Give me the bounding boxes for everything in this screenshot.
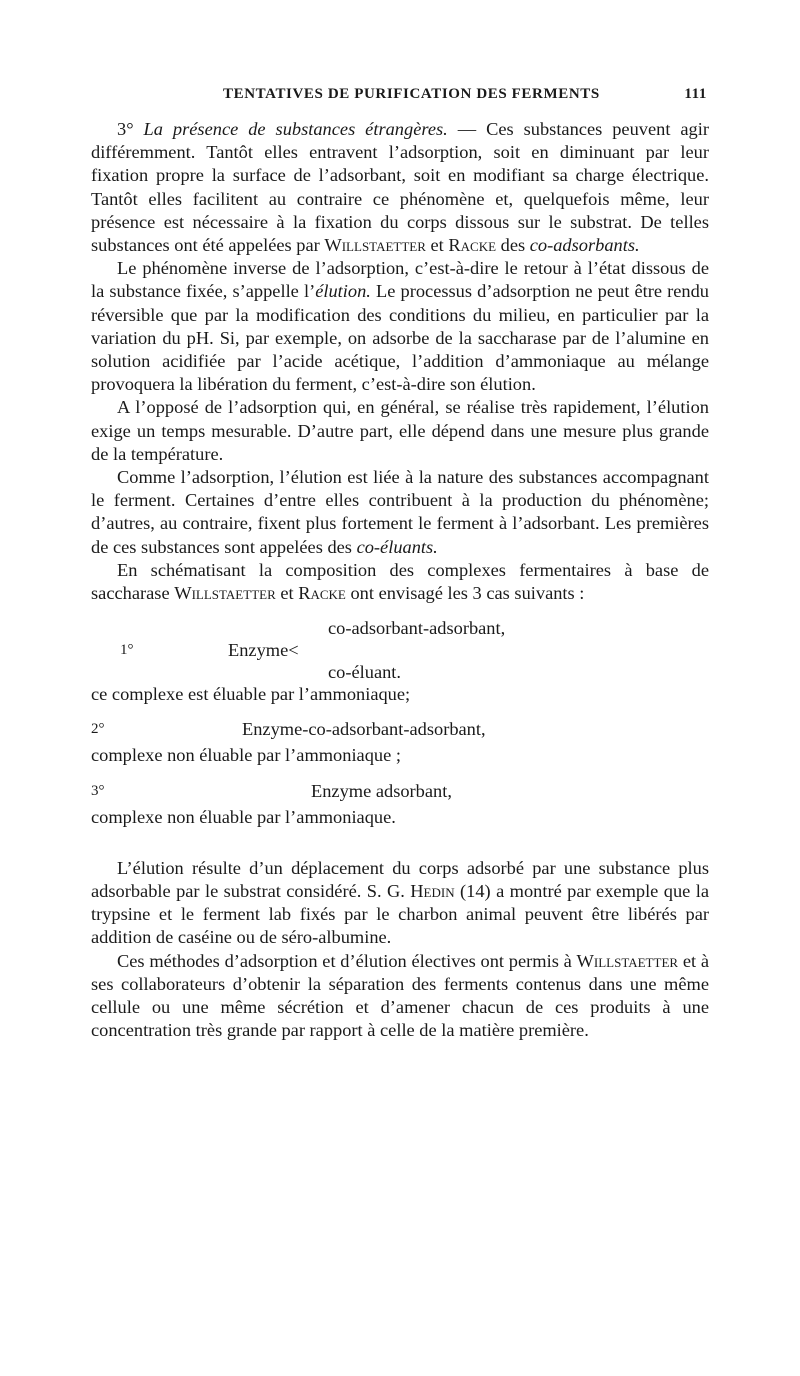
case-3-formula <box>91 780 709 806</box>
paragraph-text: Ces méthodes d’adsorption et d’élution électives ont permis à <box>117 950 577 971</box>
paragraph-text: Comme l’adsorption, l’élution est liée à la nature des substances accompagnant le ferment. Certaines d’entre elles contribuent à la production du phénomène; d’autres, au contraire, fixent plus fortement le ferment à l’adsorbant. Les premières de ces substances sont appelées des <box>91 467 709 557</box>
header-title: TENTATIVES DE PURIFICATION DES FERMENTS <box>223 86 600 102</box>
author-name: Hedin <box>410 881 455 902</box>
paragraph-text: et <box>275 583 299 604</box>
term: co-éluants. <box>356 536 438 557</box>
paragraph-4 <box>91 466 709 559</box>
author-name: Racke <box>448 235 497 256</box>
formula-text: Enzyme adsorbant, <box>311 780 452 801</box>
paragraph-text: L’élution résulte d’un déplacement du corps adsorbé par une substance plus adsorbable par le substrat considéré. S. G. <box>91 857 709 902</box>
paragraph-text: Le phénomène inverse de l’adsorption, c’est-à-dire le retour à l’état dissous de la substance fixée, s’appelle l’ <box>91 258 709 302</box>
paragraph-text: (14) a montré par exemple que la trypsine et le ferment lab fixés par le charbon animal peuvent être libérés par addition de caséine ou de séro-albumine. <box>91 881 709 948</box>
paragraph-6 <box>91 857 709 950</box>
enzyme-label: Enzyme< <box>228 640 299 661</box>
page-body <box>91 118 709 1043</box>
author-name: Racke <box>298 583 346 604</box>
running-header <box>91 86 707 110</box>
author-name: Willstaetter <box>324 235 426 256</box>
case-number: 2° <box>91 721 105 738</box>
paragraph-7 <box>91 950 709 1043</box>
branch-top: co-adsorbant-adsorbant, <box>328 618 506 639</box>
case-2-note: complexe non éluable par l’ammoniaque ; <box>91 745 401 766</box>
formula-text: Enzyme-co-adsorbant-adsorbant, <box>242 719 486 740</box>
paragraph-text: Le processus d’adsorption ne peut être rendu réversible que par la modification des conditions du milieu, en particulier par la variation du pH. Si, par exemple, on adsorbe de la saccharase par de l’alumine en solution acidifiée par l’acide acétique, l’addition d’ammoniaque au mélange provoquera la libération du ferment, c’est-à-dire son élution. <box>91 281 710 395</box>
case-number: 3° <box>91 782 105 799</box>
paragraph-text: et à ses collaborateurs d’obtenir la séparation des ferments contenus dans une même cellule ou une même sécrétion et d’amener chacun de ces produits à une concentration très grande par rapport à celle de la matière première. <box>91 950 710 1041</box>
case-number: 1° <box>120 642 134 659</box>
term: élution. <box>315 281 371 302</box>
paragraph-text: En schématisant la composition des complexes fermentaires à base de saccharase <box>91 559 709 604</box>
paragraph-1 <box>91 118 709 257</box>
case-3-note: complexe non éluable par l’ammoniaque. <box>91 806 396 827</box>
paragraph-2 <box>91 257 709 396</box>
paragraph-5 <box>91 559 709 605</box>
author-name: Willstaetter <box>174 583 276 604</box>
case-1-note: ce complexe est éluable par l’ammoniaque; <box>91 684 411 705</box>
branch-bottom: co-éluant. <box>328 662 402 683</box>
paragraph-text: des <box>496 235 530 256</box>
page-number: 111 <box>684 86 707 102</box>
spacer <box>91 829 709 857</box>
paragraph-text: — Ces substances peuvent agir différemment. Tantôt elles entravent l’adsorption, soit en diminuant par leur fixation propre la surface de l’adsorbant, soit en modifiant sa charge électrique. Tantôt elles facilitent au contraire ce phénomène et, quelquefois même, leur présence est nécessaire à la fixation du corps dissous sur le substrat. De telles substances ont été appelées par <box>91 119 709 256</box>
case-1-formula <box>91 617 709 683</box>
paragraph-text: ont envisagé les 3 cas suivants : <box>345 583 585 604</box>
paragraph-3: A l’opposé de l’adsorption qui, en général, se réalise très rapidement, l’élution exige un temps mesurable. D’autre part, elle dépend dans une mesure plus grande de la température. <box>91 397 709 464</box>
author-name: Willstaetter <box>576 950 679 971</box>
item-number: 3° <box>117 119 134 139</box>
paragraph-text: et <box>425 235 449 256</box>
case-2-formula <box>91 718 709 744</box>
term: co-adsorbants. <box>529 235 640 256</box>
section-heading: La présence de substances étrangères. <box>143 119 448 139</box>
